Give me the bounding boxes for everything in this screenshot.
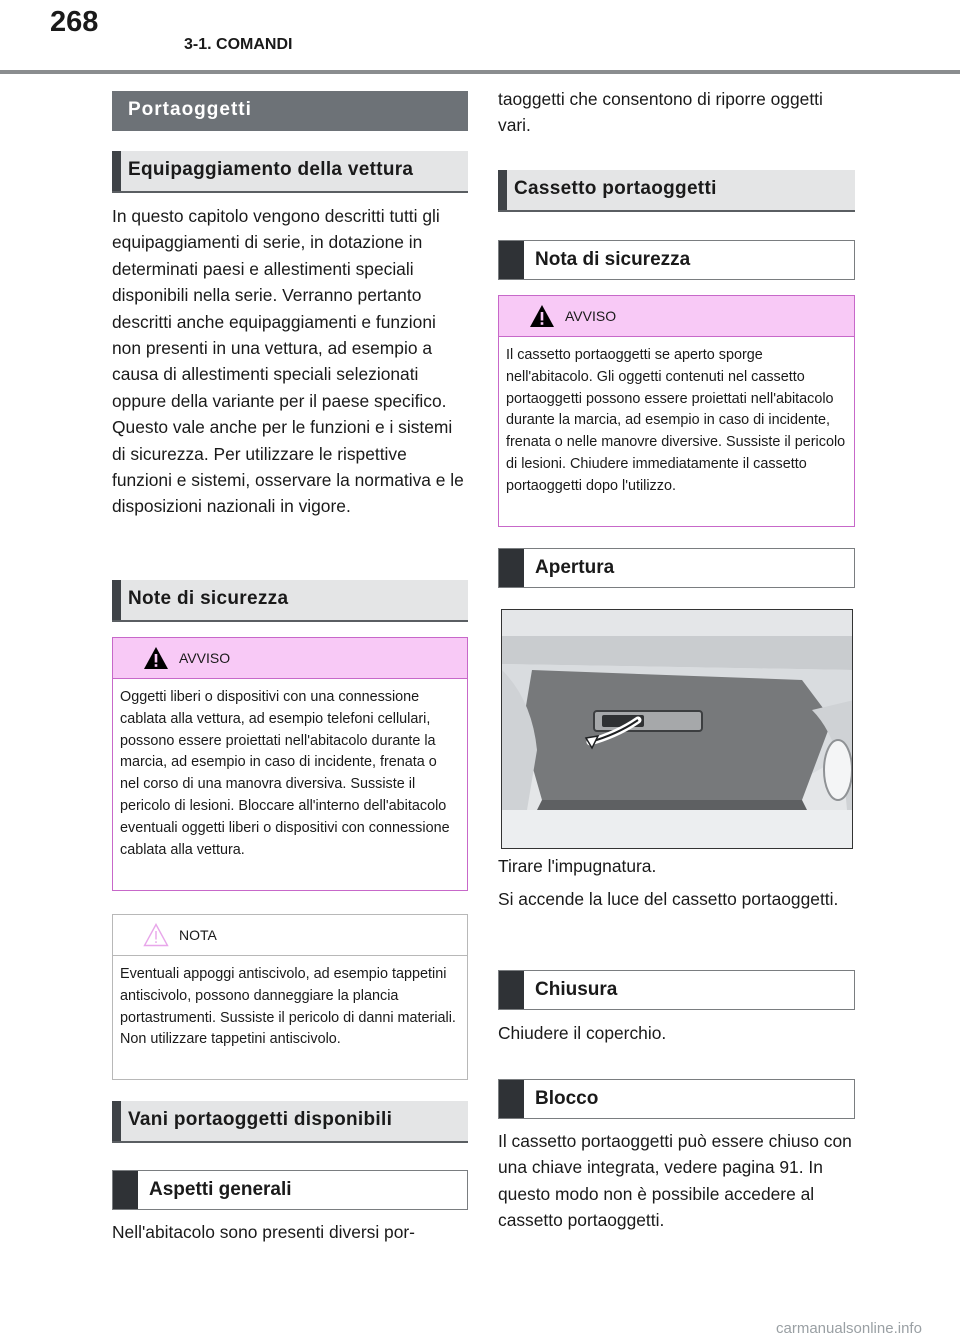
avviso-label: AVVISO [565,308,617,324]
caution-triangle-icon [143,923,169,947]
avviso-box-right [498,295,855,527]
heading-note-sicurezza-text: Note di sicurezza [128,588,289,609]
heading-aspetti-text: Aspetti generali [149,1179,292,1200]
apertura-paragraph-1: Tirare l'impugnatura. [498,856,657,876]
continuation-paragraph: taoggetti che consentono di riporre oggetti vari. [498,89,823,136]
heading-block [113,1171,138,1209]
avviso-header [113,638,467,679]
heading-bar [112,151,121,191]
warning-triangle-icon [529,304,555,328]
heading-blocco [498,1079,855,1119]
watermark: carmanualsonline.info [776,1320,922,1337]
chiusura-paragraph: Chiudere il coperchio. [498,1023,667,1043]
avviso-label: AVVISO [179,650,231,666]
apertura-paragraph-2: Si accende la luce del cassetto portaoggetti. [498,889,839,909]
warning-triangle-icon [143,646,169,670]
heading-aspetti [112,1170,468,1210]
chapter-title: 3-1. COMANDI [184,36,293,53]
heading-block [499,971,524,1009]
heading-block [499,549,524,587]
heading-apertura-text: Apertura [535,557,615,578]
heading-portaoggetti: Portaoggetti [112,91,468,131]
heading-bar [112,580,121,620]
heading-nota-sicurezza [498,240,855,280]
avviso-header [499,296,854,337]
blocco-paragraph: Il cassetto portaoggetti può essere chiuso con una chiave integrata, vedere pagina 91. In questo modo non è possibile accedere al cassetto portaoggetti. [498,1131,852,1231]
nota-header [113,915,467,956]
heading-equipaggiamento [112,151,468,193]
heading-bar [498,170,507,210]
right-column [498,0,855,1342]
nota-label: NOTA [179,927,217,943]
heading-block [499,1080,524,1118]
page-number: 268 [50,6,99,38]
nota-text: Eventuali appoggi antiscivolo, ad esempio tappetini antiscivolo, possono danneggiare la plancia portastrumenti. Sussiste il pericolo di danni materiali. Non utilizzare tappetini antiscivolo. [120,966,456,1048]
heading-vani [112,1101,468,1143]
left-column [112,0,468,1342]
heading-note-sicurezza [112,580,468,622]
heading-apertura [498,548,855,588]
glovebox-illustration [502,610,853,849]
nota-box [112,914,468,1080]
glovebox-figure-wrap [498,609,855,851]
heading-cassetto-text: Cassetto portaoggetti [514,178,717,199]
heading-cassetto [498,170,855,212]
heading-blocco-text: Blocco [535,1088,599,1109]
heading-chiusura [498,970,855,1010]
heading-equipaggiamento-text: Equipaggiamento della vettura [128,159,414,180]
avviso-text: Oggetti liberi o dispositivi con una connessione cablata alla vettura, ad esempio telefoni cellulari, possono essere proiettati nell'abitacolo durante la marcia, ad esempio in caso di incidente, frenata o nel corso di una manovra diversiva. Sussiste il pericolo di lesioni. Bloccare all'interno dell'abitacolo eventuali oggetti liberi o dispositivi con connessione cablata alla vettura. [120,689,450,858]
heading-nota-sicurezza-text: Nota di sicurezza [535,249,691,270]
glovebox-figure [501,609,853,849]
heading-bar [112,1101,121,1141]
heading-vani-text: Vani portaoggetti disponibili [128,1109,393,1130]
aspetti-paragraph: Nell'abitacolo sono presenti diversi por- [112,1222,415,1242]
heading-block [499,241,524,279]
avviso-box [112,637,468,891]
heading-chiusura-text: Chiusura [535,979,618,1000]
avviso-text: Il cassetto portaoggetti se aperto sporge nell'abitacolo. Gli oggetti contenuti nel cassetto portaoggetti possono essere proiettati nell'abitacolo durante la marcia, ad esempio in caso di incidente, frenata o nelle manovre diversive. Sussiste il pericolo di lesioni. Chiudere immediatamente il cassetto portaoggetti dopo l'utilizzo. [506,347,846,494]
intro-paragraph: In questo capitolo vengono descritti tutti gli equipaggiamenti di serie, in dotazione in determinati paesi e allestimenti speciali disponibili nella serie. Verranno pertanto descritti anche equipaggiamenti e funzioni non presenti in una vettura, ad esempio a causa di allestimenti speciali selezionati oppure della variante per il paese specifico. Questo vale anche per le funzioni e i sistemi di sicurezza. Per utilizzare le rispettive funzioni e sistemi, osservare la normativa e le disposizioni nazionali in vigore. [112,206,464,517]
